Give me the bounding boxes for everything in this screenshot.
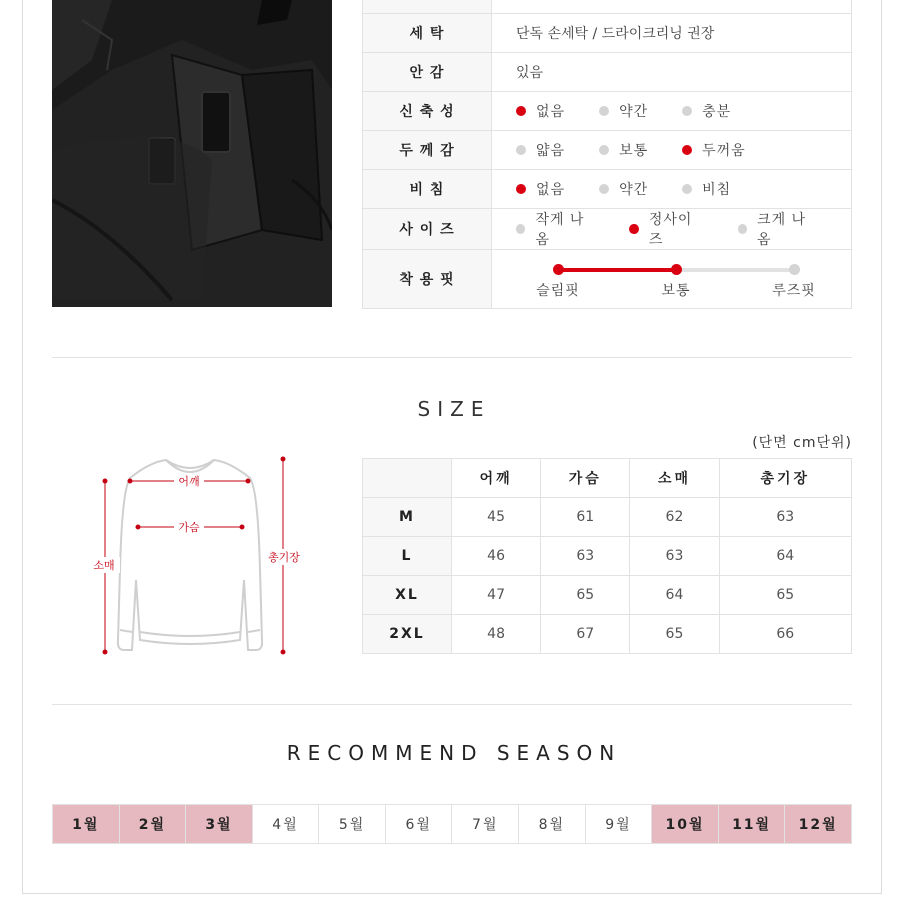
option-item (516, 101, 565, 121)
size-column-header: 가슴 (541, 459, 630, 498)
unselected-dot-icon (682, 106, 692, 116)
option-row-values (492, 131, 852, 170)
option-row (363, 131, 852, 170)
size-row (363, 615, 852, 654)
option-item (516, 140, 565, 160)
size-cell: 67 (541, 615, 630, 654)
month-cell: 11월 (719, 805, 786, 843)
size-cell: 65 (719, 576, 851, 615)
unselected-dot-icon (599, 106, 609, 116)
size-table-corner (363, 459, 452, 498)
size-row-label: M (363, 498, 452, 537)
size-cell: 65 (630, 615, 719, 654)
info-row (363, 0, 852, 14)
selected-dot-icon (516, 184, 526, 194)
option-item (682, 179, 731, 199)
fit-value (492, 250, 852, 309)
size-cell: 46 (452, 537, 541, 576)
option-label: 충분 (702, 104, 732, 120)
option-item (516, 209, 595, 249)
size-cell: 63 (719, 498, 851, 537)
diagram-label-length: 총기장 (268, 551, 300, 564)
size-column-header: 어깨 (452, 459, 541, 498)
product-info-table (362, 0, 852, 309)
month-cell: 9월 (586, 805, 653, 843)
selected-dot-icon (629, 224, 638, 234)
option-label: 얇음 (536, 143, 566, 159)
option-item (599, 140, 648, 160)
selected-dot-icon (682, 145, 692, 155)
fit-label: 착 용 핏 (363, 250, 492, 309)
season-section-title: RECOMMEND SEASON (286, 741, 622, 765)
size-cell: 62 (630, 498, 719, 537)
info-row-value: 있음 (492, 53, 852, 92)
size-table (362, 458, 852, 654)
size-column-header: 총기장 (719, 459, 851, 498)
option-row (363, 209, 852, 250)
size-cell: 47 (452, 576, 541, 615)
fit-point-label: 슬림핏 (536, 283, 580, 299)
info-row-label (363, 0, 492, 14)
section-divider (52, 704, 852, 705)
size-row (363, 498, 852, 537)
diagram-label-shoulder: 어깨 (178, 475, 200, 488)
option-label: 약간 (619, 182, 649, 198)
option-row-values (492, 209, 852, 250)
month-cell: 1월 (53, 805, 120, 843)
size-row-label: XL (363, 576, 452, 615)
option-label: 없음 (536, 182, 566, 198)
info-row-label: 안 감 (363, 53, 492, 92)
size-cell: 65 (541, 576, 630, 615)
size-diagram (80, 450, 320, 665)
month-cell: 4월 (253, 805, 320, 843)
option-item (516, 179, 565, 199)
option-item (629, 209, 703, 249)
option-row-values (492, 92, 852, 131)
size-unit-note: (단면 cm단위) (752, 435, 852, 451)
info-row-label: 세 탁 (363, 14, 492, 53)
size-cell: 64 (719, 537, 851, 576)
size-row-label: 2XL (363, 615, 452, 654)
selected-dot-icon (516, 106, 526, 116)
fit-fill (558, 268, 676, 272)
fit-knob (789, 264, 800, 275)
info-row-value (492, 0, 852, 14)
size-row-label: L (363, 537, 452, 576)
option-row-label: 비 침 (363, 170, 492, 209)
sweatshirt-outline (118, 460, 262, 650)
product-photo (52, 0, 332, 307)
option-row-label: 사 이 즈 (363, 209, 492, 250)
option-item (682, 101, 731, 121)
fit-knob (553, 264, 564, 275)
option-item (682, 140, 746, 160)
info-row (363, 53, 852, 92)
month-cell: 3월 (186, 805, 253, 843)
option-label: 크게 나옴 (757, 212, 807, 248)
unselected-dot-icon (682, 184, 692, 194)
option-row-values (492, 170, 852, 209)
option-label: 작게 나옴 (535, 212, 585, 248)
size-row (363, 537, 852, 576)
unselected-dot-icon (599, 145, 609, 155)
size-cell: 64 (630, 576, 719, 615)
option-label: 정사이즈 (648, 212, 693, 248)
diagram-label-chest: 가슴 (178, 521, 200, 534)
size-cell: 63 (541, 537, 630, 576)
option-item (738, 209, 817, 249)
fit-knob (671, 264, 682, 275)
unselected-dot-icon (599, 184, 609, 194)
size-column-header: 소매 (630, 459, 719, 498)
size-row (363, 576, 852, 615)
option-item (599, 101, 648, 121)
month-cell: 12월 (785, 805, 851, 843)
section-divider (52, 357, 852, 358)
option-label: 비침 (702, 182, 732, 198)
size-section-title: SIZE (417, 397, 491, 421)
month-cell: 8월 (519, 805, 586, 843)
size-cell: 45 (452, 498, 541, 537)
option-item (599, 179, 648, 199)
unselected-dot-icon (516, 145, 526, 155)
fit-scale (518, 254, 816, 304)
size-cell: 66 (719, 615, 851, 654)
option-row (363, 92, 852, 131)
month-cell: 10월 (652, 805, 719, 843)
size-cell: 63 (630, 537, 719, 576)
option-label: 약간 (619, 104, 649, 120)
option-row-label: 신 축 성 (363, 92, 492, 131)
fit-point-label: 루즈핏 (772, 283, 816, 299)
season-month-bar (52, 804, 852, 844)
option-row (363, 170, 852, 209)
month-cell: 7월 (452, 805, 519, 843)
unselected-dot-icon (516, 224, 525, 234)
size-cell: 61 (541, 498, 630, 537)
unselected-dot-icon (738, 224, 747, 234)
fit-row (363, 250, 852, 309)
size-cell: 48 (452, 615, 541, 654)
option-label: 보통 (619, 143, 649, 159)
diagram-label-sleeve: 소매 (93, 559, 115, 572)
option-label: 없음 (536, 104, 566, 120)
month-cell: 2월 (120, 805, 187, 843)
option-label: 두꺼움 (702, 143, 746, 159)
info-row (363, 14, 852, 53)
month-cell: 6월 (386, 805, 453, 843)
info-row-value: 단독 손세탁 / 드라이크리닝 권장 (492, 14, 852, 53)
option-row-label: 두 께 감 (363, 131, 492, 170)
month-cell: 5월 (319, 805, 386, 843)
fit-point-label: 보통 (661, 283, 691, 299)
